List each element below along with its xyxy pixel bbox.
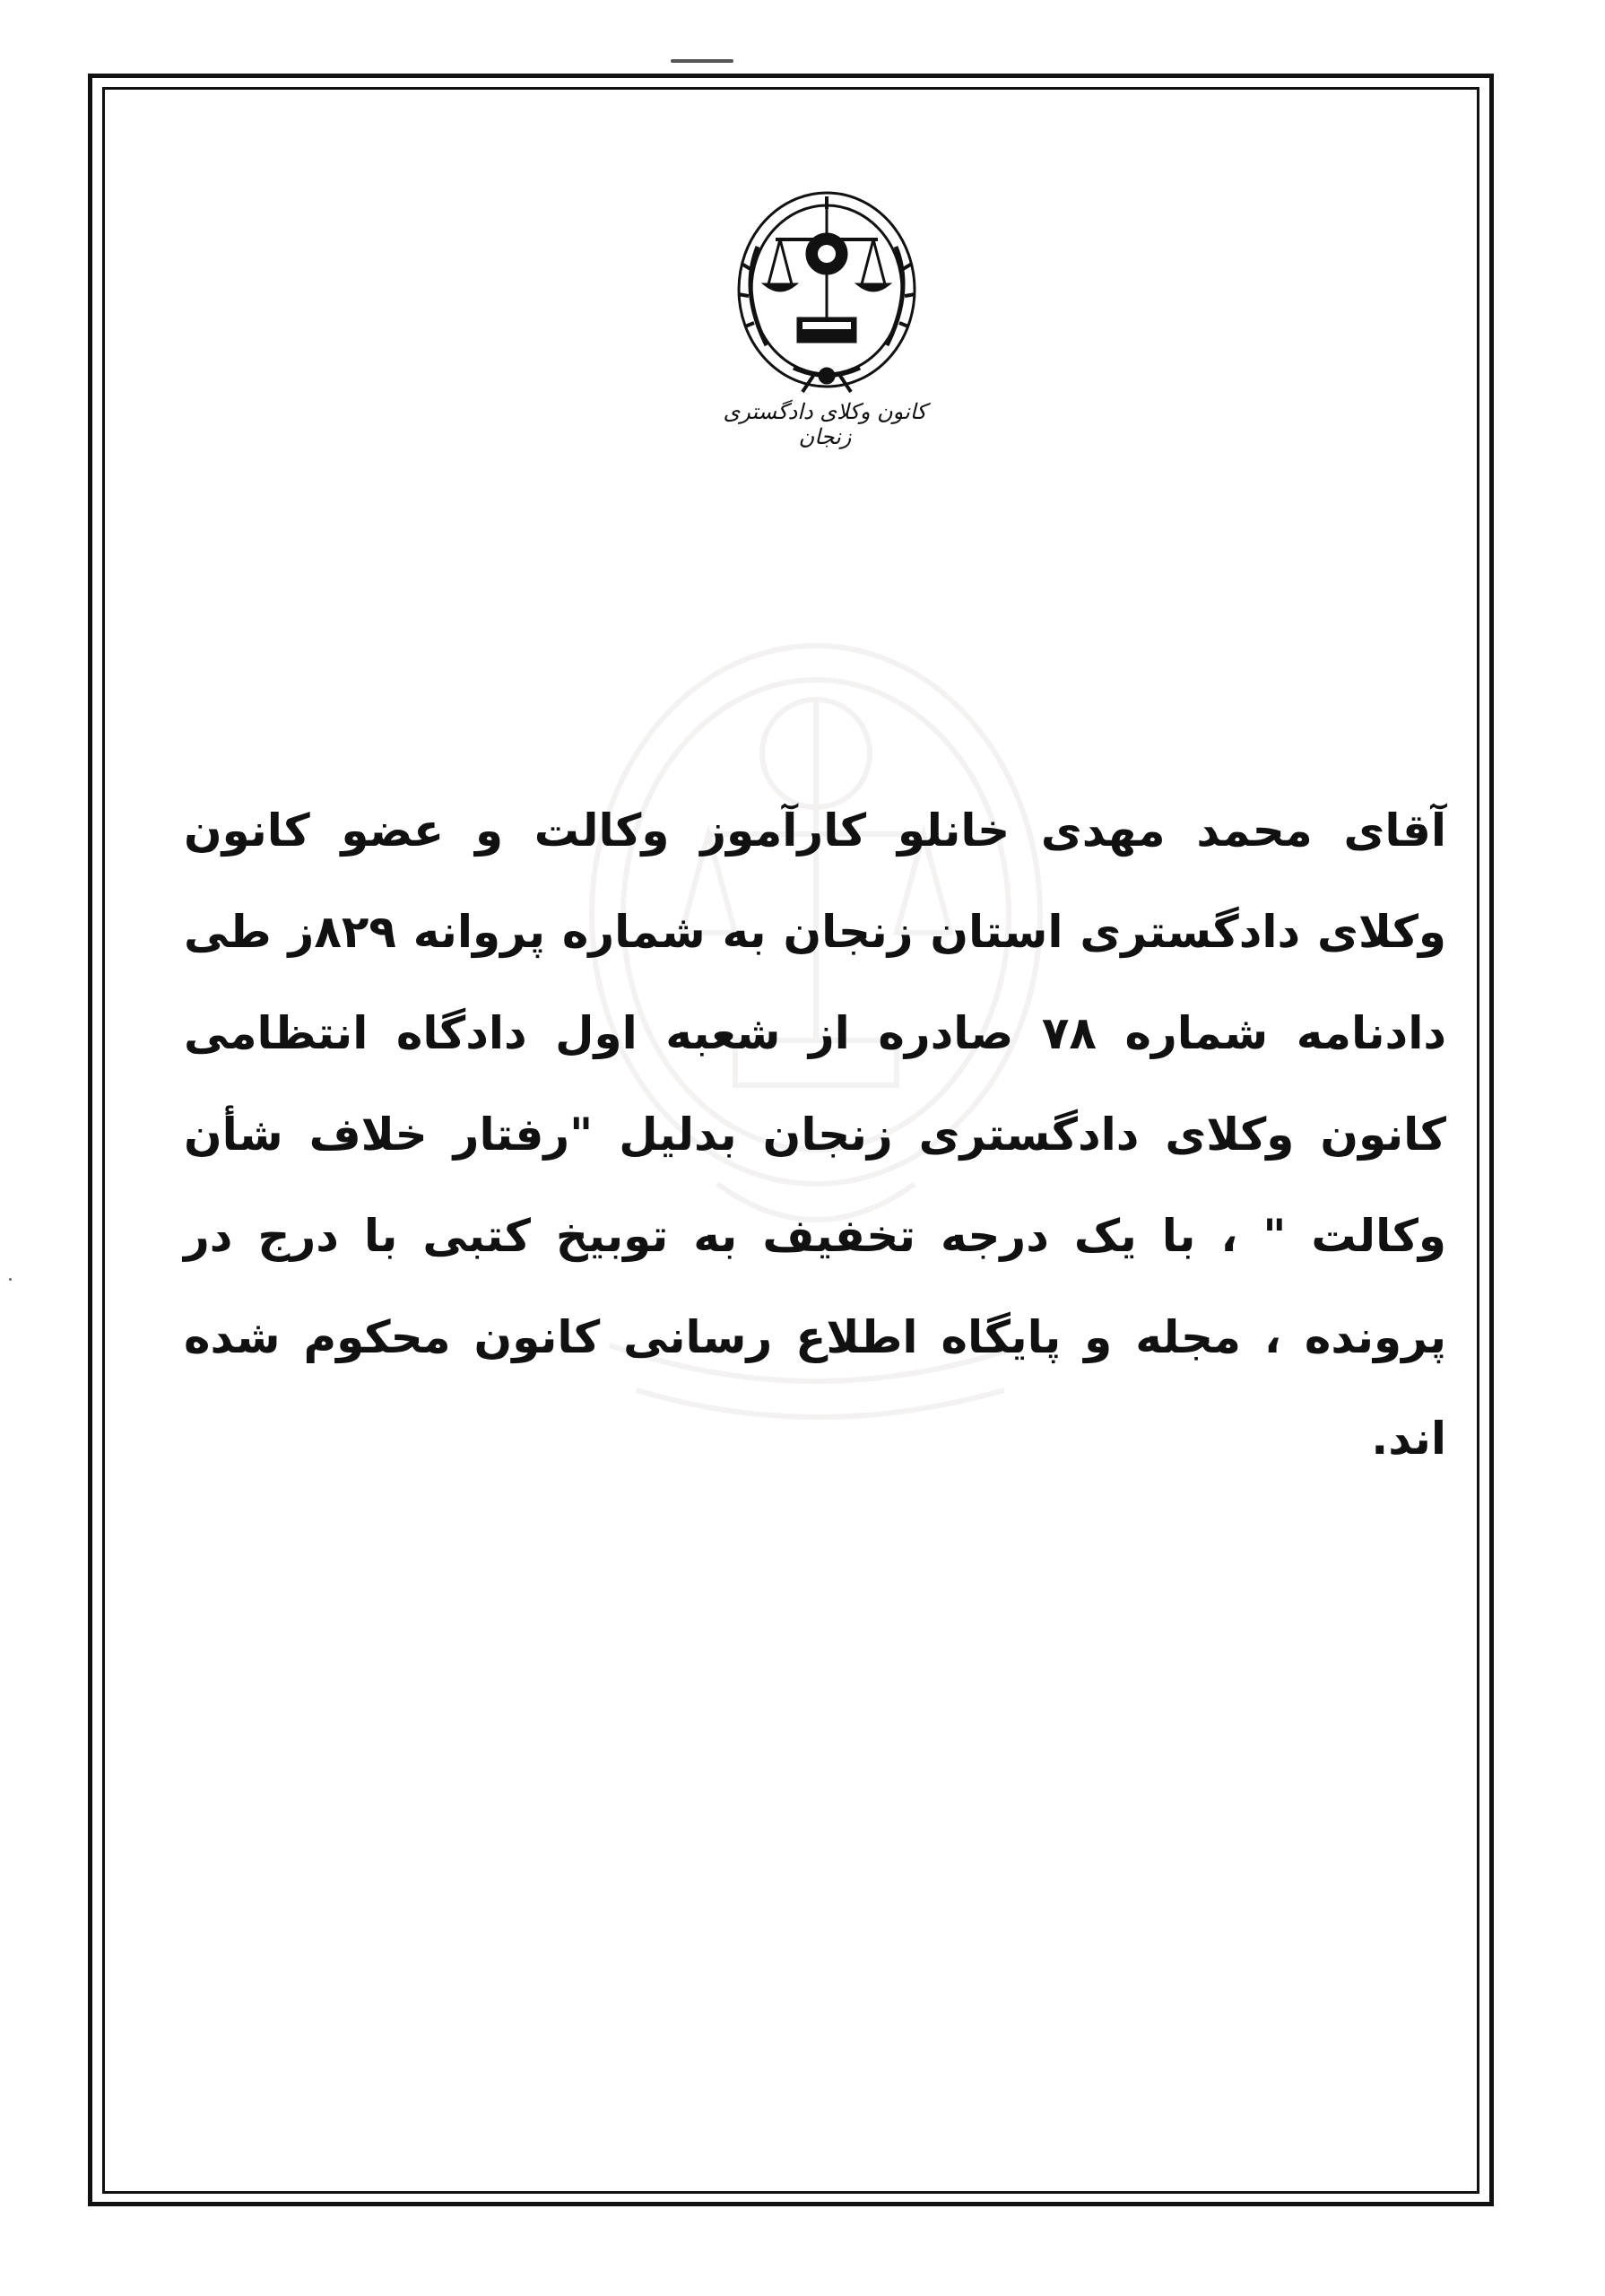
scan-speck: [9, 1278, 12, 1281]
announcement-body: آقای محمد مهدی خانلو کارآموز وکالت و عضو کانون وکلای دادگستری استان زنجان به شماره پروانه ۸۲۹ز طی دادنامه شماره ۷۸ صادره از شعبه اول دادگاه انتظامی کانون وکلای دادگستری زنجان بدلیل "رفتار خلاف شأن وکالت " ، با یک درجه تخفیف به توبیخ کتبی با درج در پرونده ، مجله و پایگاه اطلاع رسانی کانون محکوم شده اند.: [184, 804, 1446, 1465]
emblem-caption: کانون وکلای دادگستری زنجان: [723, 399, 927, 449]
bar-association-emblem-icon: [731, 184, 924, 399]
top-edge-mark: [671, 59, 733, 63]
